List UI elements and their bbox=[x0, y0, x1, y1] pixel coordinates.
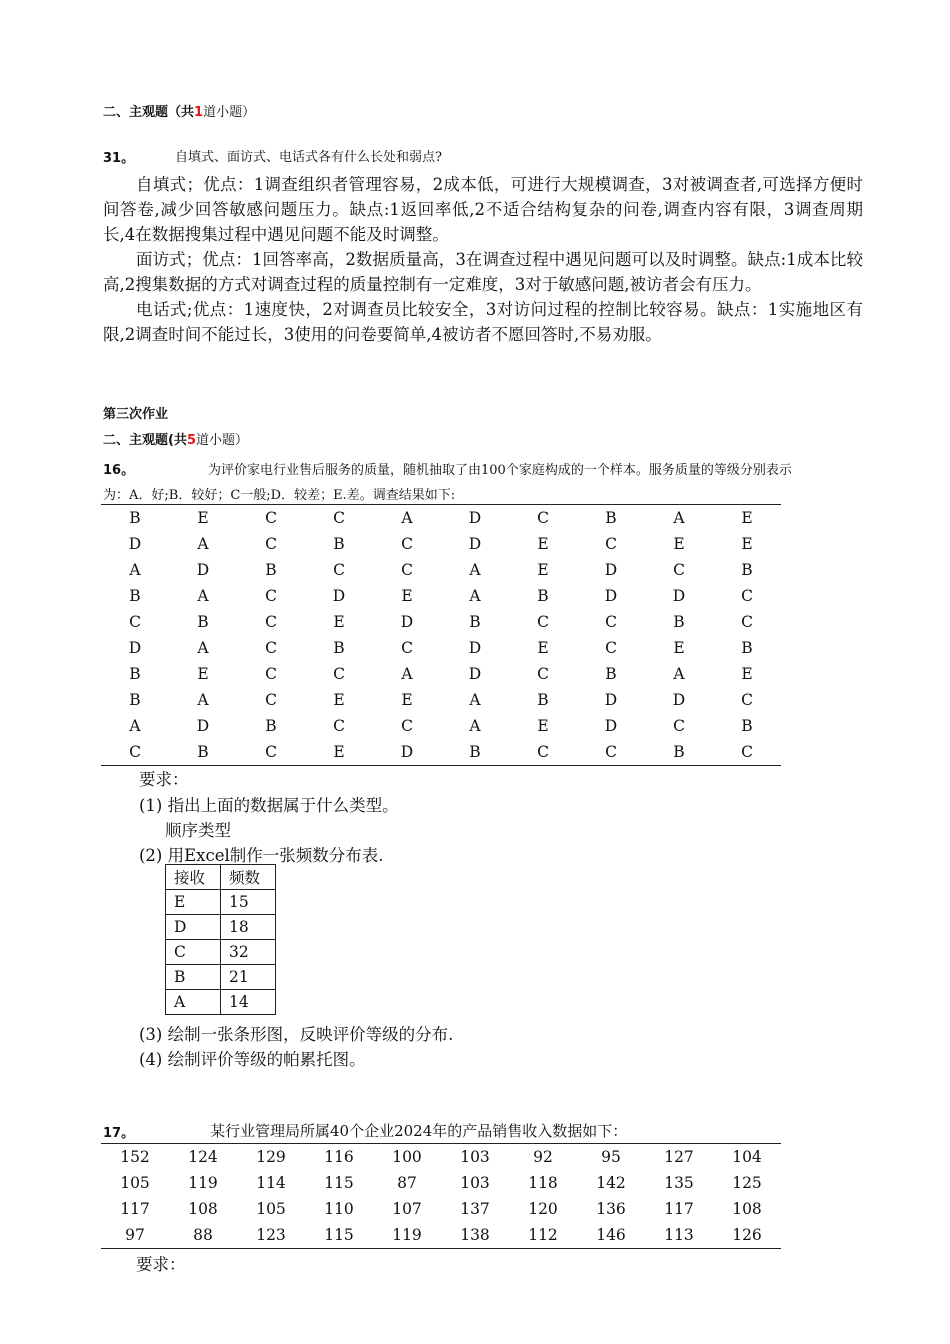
table-cell: B bbox=[469, 613, 481, 631]
survey-row bbox=[101, 557, 781, 583]
table-cell: D bbox=[400, 613, 414, 631]
table-cell: 135 bbox=[664, 1174, 694, 1192]
table-cell: B bbox=[537, 587, 549, 605]
table-cell: C bbox=[741, 613, 753, 631]
table-cell: 117 bbox=[664, 1200, 694, 1218]
frequency-cell: D bbox=[166, 915, 221, 940]
answer-paragraph: 电话式;优点：1速度快，2对调查员比较安全，3对访问过程的控制比较容易。缺点：1实施地区有限,2调查时间不能过长，3使用的问卷要简单,4被访者不愿回答时,不易劝服。 bbox=[103, 300, 863, 344]
table-cell: E bbox=[537, 535, 549, 553]
table-cell: C bbox=[605, 639, 617, 657]
table-cell: E bbox=[401, 587, 413, 605]
table-cell: C bbox=[265, 587, 277, 605]
table-cell: C bbox=[741, 743, 753, 761]
table-cell: E bbox=[741, 535, 753, 553]
table-cell: 119 bbox=[188, 1174, 218, 1192]
table-cell: 97 bbox=[125, 1226, 145, 1244]
table-cell: B bbox=[129, 665, 141, 683]
table-cell: 138 bbox=[460, 1226, 490, 1244]
table-cell: B bbox=[197, 613, 209, 631]
table-cell: 120 bbox=[528, 1200, 558, 1218]
table-cell: A bbox=[401, 665, 413, 683]
table-cell: D bbox=[196, 561, 210, 579]
frequency-cell: 14 bbox=[221, 990, 276, 1015]
table-cell: C bbox=[401, 535, 413, 553]
table-cell: E bbox=[197, 509, 209, 527]
question-number-17: 17。 bbox=[103, 1126, 135, 1141]
table-cell: 142 bbox=[596, 1174, 626, 1192]
table-cell: C bbox=[333, 509, 345, 527]
table-cell: D bbox=[128, 639, 142, 657]
table-cell: 105 bbox=[120, 1174, 150, 1192]
frequency-cell: 18 bbox=[221, 915, 276, 940]
table-cell: C bbox=[265, 509, 277, 527]
sales-row bbox=[101, 1144, 781, 1171]
requirements-label: 要求： bbox=[139, 770, 189, 789]
table-cell: D bbox=[672, 691, 686, 709]
table-cell: 118 bbox=[528, 1174, 558, 1192]
table-cell: E bbox=[333, 691, 345, 709]
table-cell: 115 bbox=[324, 1226, 354, 1244]
table-cell: 126 bbox=[732, 1226, 762, 1244]
table-cell: B bbox=[673, 613, 685, 631]
table-cell: B bbox=[605, 509, 617, 527]
table-cell: C bbox=[605, 535, 617, 553]
table-cell: D bbox=[332, 587, 346, 605]
table-cell: E bbox=[537, 561, 549, 579]
section-heading-2: 二、主观题(共5道小题） bbox=[103, 433, 249, 448]
table-cell: 103 bbox=[460, 1174, 490, 1192]
table-cell: C bbox=[265, 639, 277, 657]
table-cell: 87 bbox=[397, 1174, 417, 1192]
question-number-16: 16。 bbox=[103, 463, 135, 478]
frequency-row bbox=[166, 890, 276, 915]
table-cell: E bbox=[537, 717, 549, 735]
frequency-cell: C bbox=[166, 940, 221, 965]
table-cell: E bbox=[537, 639, 549, 657]
table-cell: C bbox=[401, 561, 413, 579]
table-cell: E bbox=[333, 743, 345, 761]
table-cell: E bbox=[401, 691, 413, 709]
survey-row bbox=[101, 609, 781, 635]
table-cell: 137 bbox=[460, 1200, 490, 1218]
table-cell: A bbox=[469, 587, 481, 605]
frequency-row bbox=[166, 990, 276, 1015]
frequency-cell: 21 bbox=[221, 965, 276, 990]
frequency-cell: 32 bbox=[221, 940, 276, 965]
table-cell: E bbox=[197, 665, 209, 683]
table-cell: A bbox=[197, 535, 209, 553]
table-cell: 123 bbox=[256, 1226, 286, 1244]
table-cell: C bbox=[605, 613, 617, 631]
table-cell: D bbox=[468, 535, 482, 553]
table-cell: C bbox=[265, 743, 277, 761]
frequency-cell: 15 bbox=[221, 890, 276, 915]
table-cell: D bbox=[604, 691, 618, 709]
table-cell: A bbox=[469, 691, 481, 709]
question-text-16: 为评价家电行业售后服务的质量，随机抽取了由100个家庭构成的一个样本。服务质量的等级分别表示 bbox=[208, 463, 792, 478]
table-cell: A bbox=[197, 587, 209, 605]
table-cell: C bbox=[741, 587, 753, 605]
frequency-header-cell: 接收 bbox=[166, 865, 221, 890]
sales-row bbox=[101, 1222, 781, 1249]
table-cell: B bbox=[469, 743, 481, 761]
frequency-header-cell: 频数 bbox=[221, 865, 276, 890]
table-cell: D bbox=[468, 639, 482, 657]
table-cell: C bbox=[537, 743, 549, 761]
frequency-cell: B bbox=[166, 965, 221, 990]
survey-grid bbox=[101, 504, 781, 766]
table-cell: 108 bbox=[188, 1200, 218, 1218]
table-cell: C bbox=[537, 665, 549, 683]
table-cell: C bbox=[333, 665, 345, 683]
table-cell: C bbox=[265, 691, 277, 709]
table-cell: D bbox=[468, 509, 482, 527]
question-text-16-cont: 为：A．好;B．较好；C一般;D．较差；E.差。调查结果如下: bbox=[103, 488, 456, 503]
table-cell: 112 bbox=[528, 1226, 558, 1244]
table-cell: A bbox=[673, 509, 685, 527]
table-cell: C bbox=[265, 535, 277, 553]
table-cell: C bbox=[605, 743, 617, 761]
table-cell: 136 bbox=[596, 1200, 626, 1218]
table-cell: B bbox=[741, 639, 753, 657]
table-cell: D bbox=[468, 665, 482, 683]
table-cell: B bbox=[265, 561, 277, 579]
table-cell: B bbox=[673, 743, 685, 761]
section-heading-1: 二、主观题（共1道小题） bbox=[103, 105, 256, 120]
answer-paragraph: 面访式；优点：1回答率高，2数据质量高，3在调查过程中遇见问题可以及时调整。缺点:1成本比较高,2搜集数据的方式对调查过程的质量控制有一定难度，3对于敏感问题,被访者会有压力。 bbox=[103, 250, 863, 294]
table-cell: C bbox=[129, 613, 141, 631]
table-cell: E bbox=[333, 613, 345, 631]
table-cell: A bbox=[401, 509, 413, 527]
table-cell: 129 bbox=[256, 1148, 286, 1166]
frequency-header-row bbox=[166, 865, 276, 890]
answer-31 bbox=[103, 172, 863, 347]
table-cell: D bbox=[604, 561, 618, 579]
table-cell: D bbox=[196, 717, 210, 735]
table-cell: 110 bbox=[324, 1200, 354, 1218]
frequency-cell: A bbox=[166, 990, 221, 1015]
requirement-3: (3) 绘制一张条形图，反映评价等级的分布. bbox=[139, 1025, 454, 1044]
table-cell: B bbox=[129, 587, 141, 605]
table-cell: 103 bbox=[460, 1148, 490, 1166]
table-cell: A bbox=[129, 717, 141, 735]
table-cell: B bbox=[129, 509, 141, 527]
table-cell: C bbox=[129, 743, 141, 761]
question-text-17: 某行业管理局所属40个企业2024年的产品销售收入数据如下： bbox=[210, 1122, 628, 1140]
table-cell: C bbox=[537, 509, 549, 527]
table-cell: 117 bbox=[120, 1200, 150, 1218]
table-cell: 152 bbox=[120, 1148, 150, 1166]
table-cell: B bbox=[129, 691, 141, 709]
table-cell: D bbox=[128, 535, 142, 553]
table-cell: B bbox=[741, 561, 753, 579]
frequency-table bbox=[165, 864, 276, 1015]
table-cell: 115 bbox=[324, 1174, 354, 1192]
table-cell: E bbox=[741, 509, 753, 527]
requirements-label-17: 要求： bbox=[136, 1255, 186, 1274]
table-cell: A bbox=[129, 561, 141, 579]
table-cell: 119 bbox=[392, 1226, 422, 1244]
table-cell: 113 bbox=[664, 1226, 694, 1244]
survey-row bbox=[101, 531, 781, 557]
table-cell: B bbox=[605, 665, 617, 683]
answer-paragraph: 自填式；优点：1调查组织者管理容易，2成本低，可进行大规模调查，3对被调查者,可选择方便时间答卷,减少回答敏感问题压力。缺点:1返回率低,2不适合结构复杂的问卷,调查内容有限，3调查周期长,4在数据搜集过程中遇见问题不能及时调整。 bbox=[103, 175, 863, 244]
table-cell: B bbox=[537, 691, 549, 709]
question-count: 5 bbox=[186, 433, 196, 448]
requirement-4: (4) 绘制评价等级的帕累托图。 bbox=[139, 1050, 366, 1069]
table-cell: 88 bbox=[193, 1226, 213, 1244]
survey-row bbox=[101, 583, 781, 609]
sales-row bbox=[101, 1196, 781, 1222]
table-cell: 116 bbox=[324, 1148, 354, 1166]
table-cell: B bbox=[741, 717, 753, 735]
table-cell: C bbox=[333, 561, 345, 579]
survey-row bbox=[101, 505, 781, 532]
table-cell: 124 bbox=[188, 1148, 218, 1166]
table-cell: 127 bbox=[664, 1148, 694, 1166]
survey-row bbox=[101, 661, 781, 687]
table-cell: 92 bbox=[533, 1148, 553, 1166]
requirement-2: (2) 用Excel制作一张频数分布表. bbox=[139, 846, 384, 865]
table-cell: A bbox=[673, 665, 685, 683]
table-cell: B bbox=[265, 717, 277, 735]
table-cell: 100 bbox=[392, 1148, 422, 1166]
table-cell: 125 bbox=[732, 1174, 762, 1192]
question-text-31: 自填式、面访式、电话式各有什么长处和弱点? bbox=[175, 150, 442, 165]
frequency-cell: E bbox=[166, 890, 221, 915]
survey-row bbox=[101, 713, 781, 739]
frequency-row bbox=[166, 940, 276, 965]
question-number-31: 31。 bbox=[103, 151, 135, 166]
table-cell: C bbox=[537, 613, 549, 631]
table-cell: D bbox=[672, 587, 686, 605]
table-cell: 108 bbox=[732, 1200, 762, 1218]
survey-row bbox=[101, 635, 781, 661]
table-cell: A bbox=[197, 639, 209, 657]
table-cell: B bbox=[333, 535, 345, 553]
homework-title: 第三次作业 bbox=[103, 407, 169, 422]
table-cell: 146 bbox=[596, 1226, 626, 1244]
table-cell: D bbox=[604, 717, 618, 735]
table-cell: A bbox=[469, 717, 481, 735]
table-cell: C bbox=[401, 639, 413, 657]
frequency-row bbox=[166, 965, 276, 990]
survey-row bbox=[101, 739, 781, 766]
table-cell: E bbox=[673, 639, 685, 657]
table-cell: C bbox=[673, 717, 685, 735]
survey-row bbox=[101, 687, 781, 713]
sales-row bbox=[101, 1170, 781, 1196]
table-cell: E bbox=[673, 535, 685, 553]
requirement-1: (1) 指出上面的数据属于什么类型。 bbox=[139, 796, 399, 815]
table-cell: 114 bbox=[256, 1174, 286, 1192]
table-cell: C bbox=[265, 665, 277, 683]
question-count: 1 bbox=[194, 105, 204, 120]
table-cell: D bbox=[604, 587, 618, 605]
table-cell: B bbox=[197, 743, 209, 761]
table-cell: 104 bbox=[732, 1148, 762, 1166]
table-cell: 105 bbox=[256, 1200, 286, 1218]
table-cell: A bbox=[197, 691, 209, 709]
table-cell: C bbox=[265, 613, 277, 631]
table-cell: E bbox=[741, 665, 753, 683]
table-cell: 107 bbox=[392, 1200, 422, 1218]
table-cell: B bbox=[333, 639, 345, 657]
table-cell: C bbox=[673, 561, 685, 579]
table-cell: A bbox=[469, 561, 481, 579]
frequency-row bbox=[166, 915, 276, 940]
table-cell: C bbox=[741, 691, 753, 709]
table-cell: C bbox=[401, 717, 413, 735]
requirement-1-answer: 顺序类型 bbox=[165, 821, 231, 840]
sales-grid bbox=[101, 1143, 781, 1249]
table-cell: D bbox=[400, 743, 414, 761]
table-cell: C bbox=[333, 717, 345, 735]
table-cell: 95 bbox=[601, 1148, 621, 1166]
